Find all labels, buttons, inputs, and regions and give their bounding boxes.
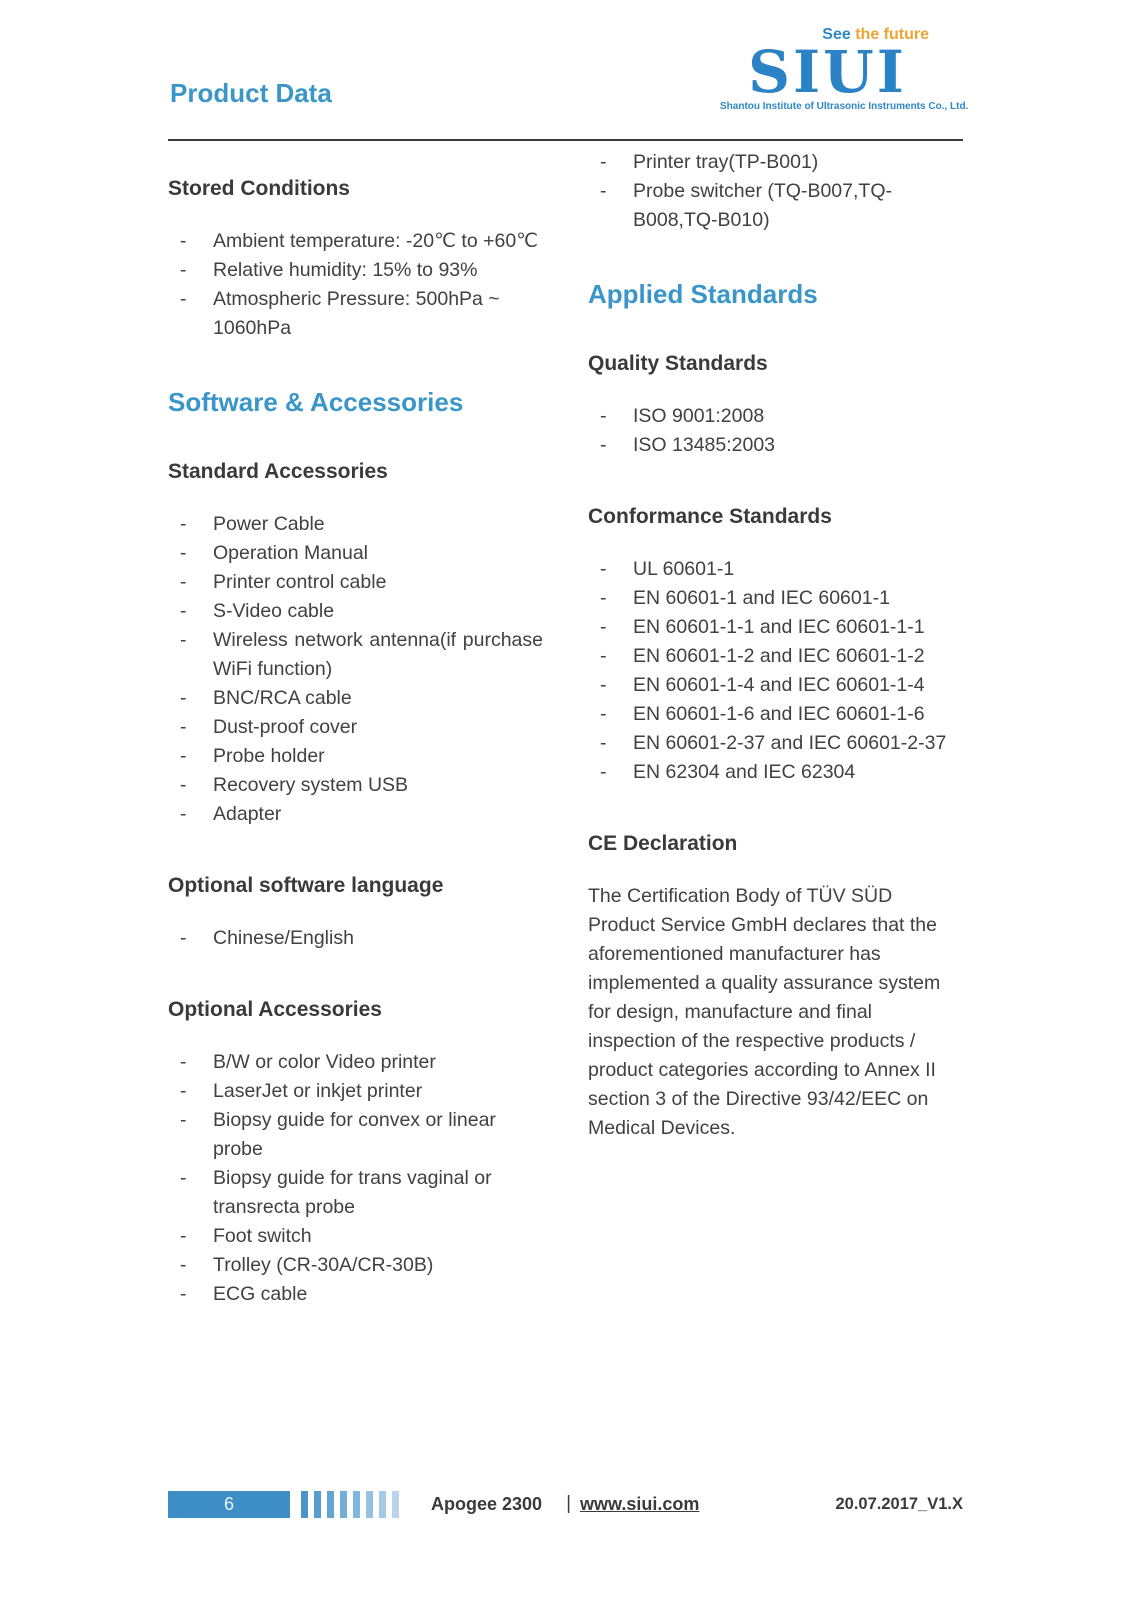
section-conformance-standards: Conformance Standards bbox=[588, 505, 832, 528]
list-item: - Probe holder bbox=[168, 742, 543, 771]
list-item: - S-Video cable bbox=[168, 597, 543, 626]
section-optional-software-language: Optional software language bbox=[168, 874, 444, 897]
logo-slogan-see: See bbox=[822, 26, 851, 43]
list-item: - LaserJet or inkjet printer bbox=[168, 1077, 543, 1106]
list-item: - Printer control cable bbox=[168, 568, 543, 597]
section-stored-conditions: Stored Conditions bbox=[168, 177, 350, 200]
page-header bbox=[168, 0, 969, 139]
optional-language-list bbox=[168, 924, 543, 953]
siui-logo bbox=[720, 26, 969, 113]
section-software-accessories: Software & Accessories bbox=[168, 387, 464, 417]
standard-accessories-list bbox=[168, 510, 543, 829]
list-item: - Power Cable bbox=[168, 510, 543, 539]
footer-website-link[interactable]: www.siui.com bbox=[580, 1493, 700, 1514]
list-item: - Operation Manual bbox=[168, 539, 543, 568]
list-item: - EN 60601-1-4 and IEC 60601-1-4 bbox=[588, 671, 963, 700]
list-item: - Trolley (CR-30A/CR-30B) bbox=[168, 1251, 543, 1280]
list-item: - Recovery system USB bbox=[168, 771, 543, 800]
ce-declaration-paragraph: The Certification Body of TÜV SÜD Product Service GmbH declares that the aforementioned manufacturer has implemented a quality assurance system for design, manufacture and final inspection of the respective products / product categories according to Annex II section 3 of the Directive 93/42/EEC on Medical Devices. bbox=[588, 885, 941, 1139]
list-item: - ISO 9001:2008 bbox=[588, 402, 963, 431]
logo-brand-text: SIUI bbox=[748, 38, 907, 106]
quality-standards-list bbox=[588, 402, 963, 460]
list-item: - Biopsy guide for trans vaginal or transrecta probe bbox=[168, 1164, 543, 1222]
section-optional-accessories: Optional Accessories bbox=[168, 998, 382, 1021]
list-item: - EN 60601-1-2 and IEC 60601-1-2 bbox=[588, 642, 963, 671]
list-item: - Atmospheric Pressure: 500hPa ~ 1060hPa bbox=[168, 285, 543, 343]
page-number-badge: 6 bbox=[168, 1491, 290, 1518]
footer-version-text: 20.07.2017_V1.X bbox=[835, 1494, 963, 1513]
logo-company-name: Shantou Institute of Ultrasonic Instruments Co., Ltd. bbox=[720, 101, 969, 112]
page-footer bbox=[168, 1489, 963, 1519]
list-item: - Biopsy guide for convex or linear probe bbox=[168, 1106, 543, 1164]
conformance-standards-list bbox=[588, 555, 963, 787]
footer-separator: | bbox=[566, 1493, 571, 1514]
optional-accessories-continued-list bbox=[588, 148, 963, 235]
list-item: - Probe switcher (TQ-B007,TQ-B008,TQ-B010) bbox=[588, 177, 963, 235]
page-title: Product Data bbox=[170, 78, 332, 108]
list-item: - Chinese/English bbox=[168, 924, 543, 953]
list-item: - Foot switch bbox=[168, 1222, 543, 1251]
optional-accessories-list bbox=[168, 1048, 543, 1309]
content-columns bbox=[168, 141, 963, 1309]
list-item: - EN 60601-2-37 and IEC 60601-2-37 bbox=[588, 729, 963, 758]
list-item: - ECG cable bbox=[168, 1280, 543, 1309]
section-applied-standards: Applied Standards bbox=[588, 279, 818, 309]
list-item: - Relative humidity: 15% to 93% bbox=[168, 256, 543, 285]
list-item: - EN 60601-1 and IEC 60601-1 bbox=[588, 584, 963, 613]
list-item: - EN 60601-1-6 and IEC 60601-1-6 bbox=[588, 700, 963, 729]
list-item: - EN 62304 and IEC 62304 bbox=[588, 758, 963, 787]
list-item: - ISO 13485:2003 bbox=[588, 431, 963, 460]
list-item: - B/W or color Video printer bbox=[168, 1048, 543, 1077]
footer-product-name: Apogee 2300 bbox=[431, 1493, 543, 1514]
section-standard-accessories: Standard Accessories bbox=[168, 460, 388, 483]
list-item: - Printer tray(TP-B001) bbox=[588, 148, 963, 177]
list-item: - Adapter bbox=[168, 800, 543, 829]
footer-bars-decoration bbox=[301, 1491, 399, 1518]
logo-slogan-the-future: the future bbox=[855, 26, 929, 43]
list-item: - Ambient temperature: -20℃ to +60℃ bbox=[168, 227, 543, 256]
right-column bbox=[588, 141, 963, 1309]
section-ce-declaration: CE Declaration bbox=[588, 832, 738, 855]
list-item: - UL 60601-1 bbox=[588, 555, 963, 584]
stored-conditions-list bbox=[168, 227, 543, 343]
section-quality-standards: Quality Standards bbox=[588, 352, 768, 375]
list-item: - BNC/RCA cable bbox=[168, 684, 543, 713]
list-item: - EN 60601-1-1 and IEC 60601-1-1 bbox=[588, 613, 963, 642]
left-column bbox=[168, 141, 543, 1309]
list-item: - Wireless network antenna(if purchase WiFi function) bbox=[168, 626, 543, 684]
list-item: - Dust-proof cover bbox=[168, 713, 543, 742]
